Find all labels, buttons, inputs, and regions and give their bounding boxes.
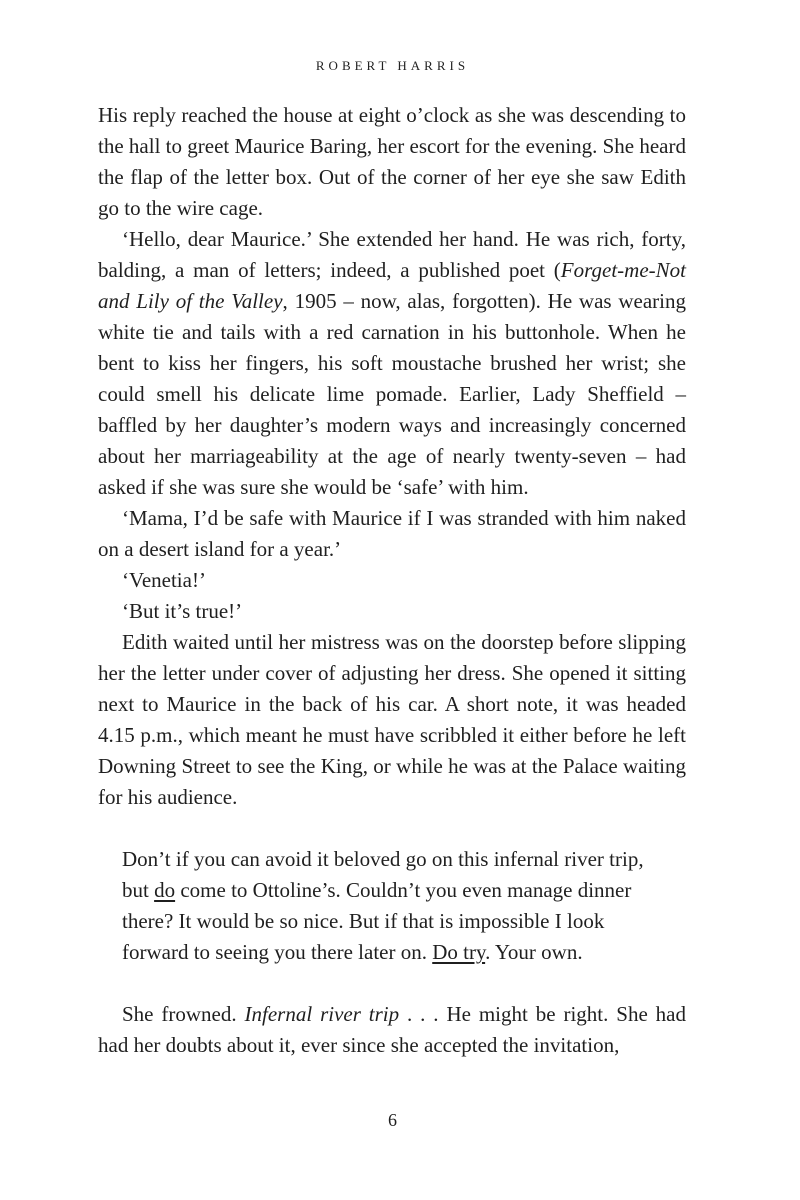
letter-text — [122, 844, 662, 968]
letter-underlined-do: do — [154, 878, 176, 902]
paragraph-2 — [98, 224, 686, 503]
paragraph-7-italic: Infernal river trip — [244, 1002, 400, 1026]
paragraph-1: His reply reached the house at eight o’clock as she was descending to the hall to greet Maurice Baring, her escort for the evening. She heard the flap of the letter box. Out of the corner of her eye she saw Edith go to the wire cage. — [98, 103, 686, 220]
letter-part-2: come to Ottoline’s. Couldn’t you even manage dinner there? It would be so nice. But if that is impossible I look forward to seeing you there later on. — [122, 878, 632, 964]
paragraph-7-start: She frowned. — [122, 1002, 245, 1026]
paragraph-2-end: , 1905 – now, alas, forgotten). He was wearing white tie and tails with a red carnation in his buttonhole. When he bent to kiss her fingers, his soft moustache brushed her wrist; she could smell his delicate lime pomade. Earlier, Lady Sheffield – baffled by her daughter’s modern ways and increasingly concerned about her marriageability at the age of nearly twenty-seven – had asked if she was sure she would be ‘safe’ with him. — [98, 289, 686, 499]
paragraph-5: ‘But it’s true!’ — [122, 599, 243, 623]
paragraph-7-end: . . . He might be right. She had had her doubts about it, ever since she accepted the invitation, — [98, 1002, 686, 1057]
running-head: ROBERT HARRIS — [315, 58, 470, 73]
quoted-letter — [98, 844, 662, 968]
letter-part-1: Don’t if you can avoid it beloved go on this infernal river trip, but — [122, 847, 644, 902]
paragraph-4: ‘Venetia!’ — [122, 568, 206, 592]
letter-underlined-do-try: Do try — [432, 940, 486, 964]
paragraph-3: ‘Mama, I’d be safe with Maurice if I was stranded with him naked on a desert island for a year.’ — [98, 506, 686, 561]
body-text — [98, 100, 686, 1061]
page-number: 6 — [388, 1110, 397, 1130]
letter-part-3: . Your own. — [485, 940, 583, 964]
paragraph-2-start: ‘Hello, dear Maurice.’ She extended her hand. He was rich, forty, balding, a man of letters; indeed, a published poet ( — [98, 227, 686, 282]
paragraph-7 — [98, 999, 686, 1061]
paragraph-6: Edith waited until her mistress was on the doorstep before slipping her the letter under cover of adjusting her dress. She opened it sitting next to Maurice in the back of his car. A short note, it was headed 4.15 p.m., which meant he must have scribbled it either before he left Downing Street to see the King, or while he was at the Palace waiting for his audience. — [98, 630, 686, 809]
poem-title: Forget-me-Not and Lily of the Valley — [98, 258, 686, 313]
